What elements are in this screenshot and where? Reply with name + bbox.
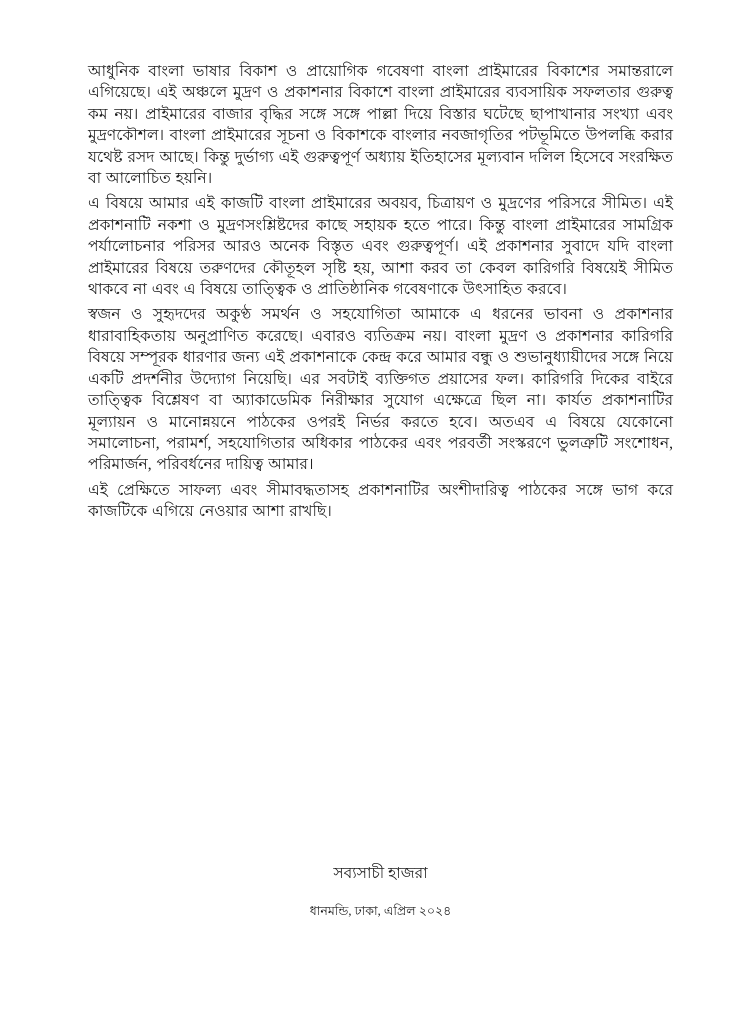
author-name: সব্যসাচী হাজরা [333,865,428,882]
paragraph: স্বজন ও সুহৃদদের অকুণ্ঠ সমর্থন ও সহযোগিতা আমাকে এ ধরনের ভাবনা ও প্রকাশনার ধারাবাহিকতায় অনুপ্রাণিত করেছে। এবারও ব্যতিক্রম নয়। বাংলা মুদ্রণ ও প্রকাশনার কারিগরি বিষয়ে সম্পূরক ধারণার জন্য এই প্রকাশনাকে কেন্দ্র করে আমার বন্ধু ও শুভানুধ্যায়ীদের সঙ্গে নিয়ে একটি প্রদর্শনীর উদ্যোগ নিয়েছি। এর সবটাই ব্যক্তিগত প্রয়াসের ফল। কারিগরি দিকের বাইরে তাত্ত্বিক বিশ্লেষণ বা অ্যাকাডেমিক নিরীক্ষার সুযোগ এক্ষেত্রে ছিল না। কার্যত প্রকাশনাটির মূল্যায়ন ও মানোন্নয়নে পাঠকের ওপরই নির্ভর করতে হবে। অতএব এ বিষয়ে যেকোনো সমালোচনা, পরামর্শ, সহযোগিতার অধিকার পাঠকের এবং পরবর্তী সংস্করণে ভুলত্রুটি সংশোধন, পরিমার্জন, পরিবর্ধনের দায়িত্ব আমার। [88,306,673,474]
preface-text [88,61,673,527]
paragraph: আধুনিক বাংলা ভাষার বিকাশ ও প্রায়োগিক গবেষণা বাংলা প্রাইমারের বিকাশের সমান্তরালে এগিয়েছে। এই অঞ্চলে মুদ্রণ ও প্রকাশনার বিকাশে বাংলা প্রাইমারের ব্যবসায়িক সফলতার গুরুত্ব কম নয়। প্রাইমারের বাজার বৃদ্ধির সঙ্গে সঙ্গে পাল্লা দিয়ে বিস্তার ঘটেছে ছাপাখানার সংখ্যা এবং মুদ্রণকৌশল। বাংলা প্রাইমারের সূচনা ও বিকাশকে বাংলার নবজাগৃতির পটভূমিতে উপলব্ধি করার যথেষ্ট রসদ আছে। কিন্তু দুর্ভাগ্য এই গুরুত্বপূর্ণ অধ্যায় ইতিহাসের মূল্যবান দলিল হিসেবে সংরক্ষিত বা আলোচিত হয়নি। [88,63,673,188]
place-date: ধানমন্ডি, ঢাকা, এপ্রিল ২০২৪ [309,904,452,918]
signature-block [88,864,673,919]
paragraph: এ বিষয়ে আমার এই কাজটি বাংলা প্রাইমারের অবয়ব, চিত্রায়ণ ও মুদ্রণের পরিসরে সীমিত। এই প্রকাশনাটি নকশা ও মুদ্রণসংশ্লিষ্টদের কাছে সহায়ক হতে পারে। কিন্তু বাংলা প্রাইমারের সামগ্রিক পর্যালোচনার পরিসর আরও অনেক বিস্তৃত এবং গুরুত্বপূর্ণ। এই প্রকাশনার সুবাদে যদি বাংলা প্রাইমারের বিষয়ে তরুণদের কৌতূহল সৃষ্টি হয়, আশা করব তা কেবল কারিগরি বিষয়েই সীমিত থাকবে না এবং এ বিষয়ে তাত্ত্বিক ও প্রাতিষ্ঠানিক গবেষণাকে উৎসাহিত করবে। [88,195,673,299]
paragraph: এই প্রেক্ষিতে সাফল্য এবং সীমাবদ্ধতাসহ প্রকাশনাটির অংশীদারিত্ব পাঠকের সঙ্গে ভাগ করে কাজটিকে এগিয়ে নেওয়ার আশা রাখছি। [88,481,673,521]
